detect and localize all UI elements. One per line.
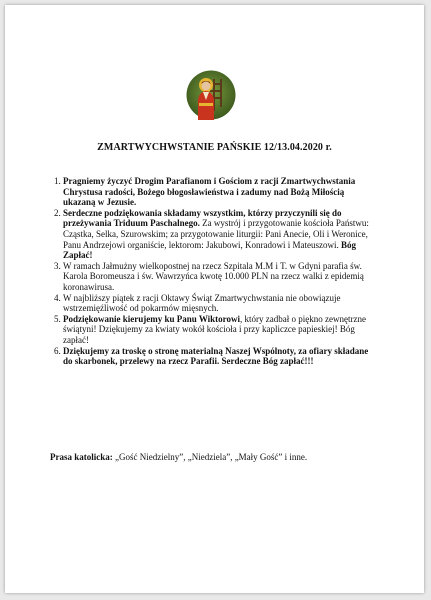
list-item: 5. Podziękowanie kierujemy ku Panu Wiktorowi, który zadbał o piękno zewnętrzne świątyni! Dziękujemy za kwiaty wokół kościoła i przy kapliczce papieskiej! Bóg zapłać!	[63, 314, 375, 346]
list-item: 4. W najbliższy piątek z racji Oktawy Świąt Zmartwychwstania nie obowiązuje wstrzemięźliwość od pokarmów mięsnych.	[63, 293, 375, 314]
prasa-text: „Gość Niedzielny”, „Niedziela”, „Mały Gość” i inne.	[112, 452, 308, 462]
document-page	[5, 5, 424, 593]
list-item: 2. Serdeczne podziękowania składamy wszystkim, którzy przyczynili się do przeżywania Triduum Paschalnego. Za wystrój i przygotowanie kościoła Państwu: Cząstka, Selka, Szurowskim; za przygotowanie liturgii: Pani Anecie, Oli i Weronice, Panu Andrzejowi organiście, lektorom: Jakubowi, Konradowi i Mateuszowi. Bóg Zapłać!	[63, 208, 375, 261]
page-title: ZMARTWYCHWSTANIE PAŃSKIE 12/13.04.2020 r.	[97, 142, 332, 153]
prasa-label: Prasa katolicka:	[50, 452, 113, 462]
announcement-list	[43, 176, 375, 367]
list-item: 3. W ramach Jałmużny wielkopostnej na rzecz Szpitala M.M i T. w Gdyni parafia św. Karola Boromeusza i św. Wawrzyńca kwotę 10.000 PLN na rzecz walki z epidemią koronawirusa.	[63, 261, 375, 293]
saint-icon	[186, 70, 236, 120]
list-item: 1. Pragniemy życzyć Drogim Parafianom i Gościom z racji Zmartwychwstania Chrystusa radości, Bożego błogosławieństwa i zadumy nad Bożą Miłością ukazaną w Jezusie.	[63, 176, 375, 208]
catholic-press-line	[50, 452, 410, 463]
list-item: 6. Dziękujemy za troskę o stronę materialną Naszej Wspólnoty, za ofiary składane do skarbonek, przelewy na rzecz Parafii. Serdeczne Bóg zapłać!!!	[63, 346, 375, 367]
